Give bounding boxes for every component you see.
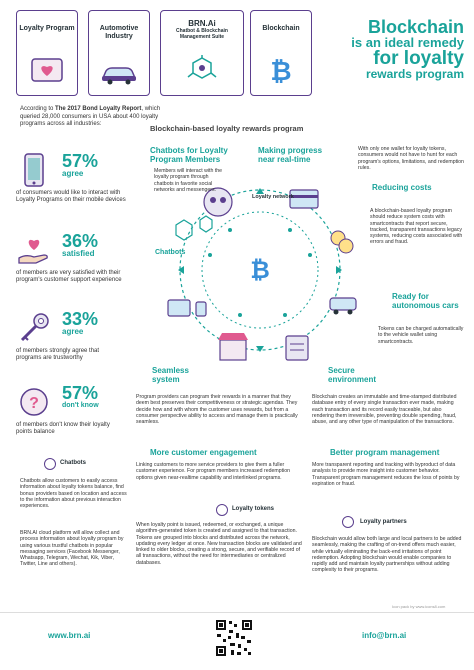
- footer-divider: [0, 612, 474, 613]
- section-title-reducing-costs: Reducing costs: [372, 183, 432, 192]
- footer-email-link[interactable]: info@brn.ai: [362, 631, 407, 640]
- section-body-engagement: Linking customers to more service providers to give them a fuller customer experience. For program members increased redemption options given near-realtime capability and interlinked programs.: [136, 462, 290, 481]
- section-body-secure-env: Blockchain creates an immutable and time-stamped distributed database entry of every single transaction ever made, making each transaction and its record easily traceable, but also rendering them irreversible, preventing double spending, fraud, abuse, and any other type of manipulation of the transactions.: [312, 394, 457, 426]
- svg-text:?: ?: [29, 395, 39, 412]
- hand-heart-icon: [16, 232, 52, 268]
- section-title-chatbots-members: Chatbots for Loyalty Program Members: [150, 146, 228, 164]
- section-body-making-progress: With only one wallet for loyalty tokens, consumers would not have to hunt for each program's options, limitations, and redemption rules.: [358, 146, 464, 171]
- stat-desc: of members don't know their loyalty points balance: [16, 422, 110, 435]
- chatbots-node-label: Chatbots: [155, 249, 186, 256]
- secure-server-icon: [286, 336, 308, 360]
- stat-desc: of members are very satisfied with their program's customer support experience: [16, 270, 122, 283]
- blockchain-nodes-icon: [185, 55, 219, 85]
- section-body-autonomous-cars: Tokens can be charged automatically to the vehicle wallet using smartcontracts.: [378, 326, 464, 345]
- chatbots-body-2: BRN.AI cloud platform will allow collect and process information about loyalty program by using various trustful chatbots in popular messaging services (Facebook Messenger, Whatsapp, Telegram, Wechat, Kik, Viber, Twitter, Line and others).: [20, 530, 124, 568]
- intro-text: [20, 106, 170, 129]
- mobile-phone-icon: [16, 152, 52, 188]
- section-body-reducing-costs: A blockchain-based loyalty program should reduce system costs with smartcontracts that report secure, tracked, transparent transactions legacy systems, reducing costs associated with errors and fraud.: [370, 208, 463, 246]
- title-line: Blockchain: [367, 17, 464, 37]
- loyalty-tokens-heading: Loyalty tokens: [232, 506, 275, 512]
- header-box-title: BRN.Ai: [188, 19, 216, 28]
- stat-label: agree: [62, 327, 84, 336]
- bitcoin-icon: [266, 55, 296, 85]
- coin-balance-icon: [16, 384, 52, 420]
- section-title-engagement: More customer engagement: [150, 448, 257, 457]
- title-line: is an ideal remedy: [351, 35, 464, 50]
- qr-code-icon[interactable]: [214, 618, 254, 658]
- stat-label: agree: [62, 169, 84, 178]
- section-title-autonomous-cars: Ready for autonomous cars: [392, 292, 459, 310]
- loyalty-network-label: Loyalty network: [252, 194, 294, 200]
- chatbots-heading: Chatbots: [60, 460, 86, 466]
- page-title: [334, 18, 464, 80]
- car-icon: [100, 63, 138, 85]
- header-box-subtitle: Chatbot & Blockchain Management Suite: [176, 28, 228, 40]
- loyalty-card-icon: [30, 57, 64, 85]
- stat-value: 57%: [62, 383, 99, 403]
- loyalty-partners-body: Blockchain would allow both large and local partners to be added seamlessly, making the crafting of on-trend offers much easier, while virtually eliminating the back-end irritations of point redemption. Adopting blockchain would enable companies to rapidly add and maintain loyalty partnerships without adding complexity to their programs.: [312, 536, 462, 574]
- connected-devices-icon: [168, 300, 206, 316]
- chatbots-chip-icon: [44, 458, 56, 470]
- section-body-management: More transparent reporting and tracking with byproduct of data analysis to provide more insight into customer behavior. Transparent program management reduces the loss of points by expiration or fraud.: [312, 462, 460, 487]
- footer-website-link[interactable]: www.brn.ai: [48, 631, 91, 640]
- partners-chip-icon: [342, 516, 354, 528]
- section-body-seamless: Program providers can program their rewards in a manner that they deem best preserves their competitiveness or strategic agendas. They decide how and with whom the customer uses rewards, but from a consumer perspective ability to access and manage them is practically seamless.: [136, 394, 298, 426]
- header-box-brn: [160, 10, 244, 96]
- stat-desc: of consumers would like to interact with Loyalty Programs on their mobile devices: [16, 190, 126, 203]
- section-title-seamless: Seamless system: [152, 366, 189, 384]
- cost-coins-icon: [331, 231, 353, 253]
- loyalty-tokens-body: When loyalty point is issued, redeemed, or exchanged, a unique algorithm-generated token is created and assigned to that transaction. Tokens are grouped into blocks and distributed across the network, updating every ledger at once. New transaction blocks are validated and linked to older blocks, creating a strong, secure, and verifiable record of all transactions, without the need for intermediaries or centralized databases.: [136, 522, 302, 566]
- header-box-loyalty-program: [16, 10, 78, 96]
- intro-source: The 2017 Bond Loyalty Report: [55, 106, 142, 112]
- tokens-chip-icon: [216, 504, 228, 516]
- svg-text:₿: ₿: [250, 257, 270, 284]
- intro-rest: , which queried 28,000 consumers in USA about 400 loyalty programs across all industries:: [20, 106, 161, 127]
- stat-value: 57%: [62, 151, 99, 171]
- intro-prefix: According to: [20, 106, 56, 112]
- stat-value: 33%: [62, 309, 99, 329]
- section-title-making-progress: Making progress near real-time: [258, 146, 323, 164]
- header-box-title: Blockchain: [262, 25, 300, 32]
- chatbot-nodes-icon: [176, 216, 212, 240]
- svg-text:₿: ₿: [270, 56, 292, 85]
- section-title-secure-env: Secure environment: [328, 366, 377, 384]
- section-title-management: Better program management: [330, 448, 440, 457]
- loyalty-partners-heading: Loyalty partners: [360, 519, 407, 525]
- header-box-title: Automotive Industry: [99, 25, 139, 40]
- shop-store-icon: [218, 333, 248, 360]
- diagram-title: Blockchain-based loyalty rewards program: [150, 124, 304, 133]
- stat-label: don't know: [62, 402, 99, 409]
- stat-label: satisfied: [62, 249, 95, 258]
- bitcoin-center-icon: [250, 257, 270, 284]
- chatbots-body-1: Chatbots allow customers to easily access information about loyalty tokens balance, find bonus providers based on location and access to the information about previous interaction experiences.: [20, 478, 127, 510]
- icon-credit: Icon pack by www.icons8.com: [392, 604, 446, 609]
- section-body-chatbots-members: Members will interact with the loyalty program through chatbots in favorite social networks and messengers.: [154, 168, 223, 193]
- car-charge-icon: [330, 298, 356, 315]
- header-box-title: Loyalty Program: [19, 25, 75, 32]
- title-line: for loyalty: [373, 48, 464, 69]
- stat-desc: of members strongly agree that programs are trustworthy: [16, 348, 100, 361]
- header-box-automotive: [88, 10, 150, 96]
- title-line: rewards program: [365, 67, 464, 81]
- key-icon: [16, 310, 52, 346]
- wallet-card-icon: [290, 190, 318, 208]
- stat-value: 36%: [62, 231, 99, 251]
- header-box-blockchain: [250, 10, 312, 96]
